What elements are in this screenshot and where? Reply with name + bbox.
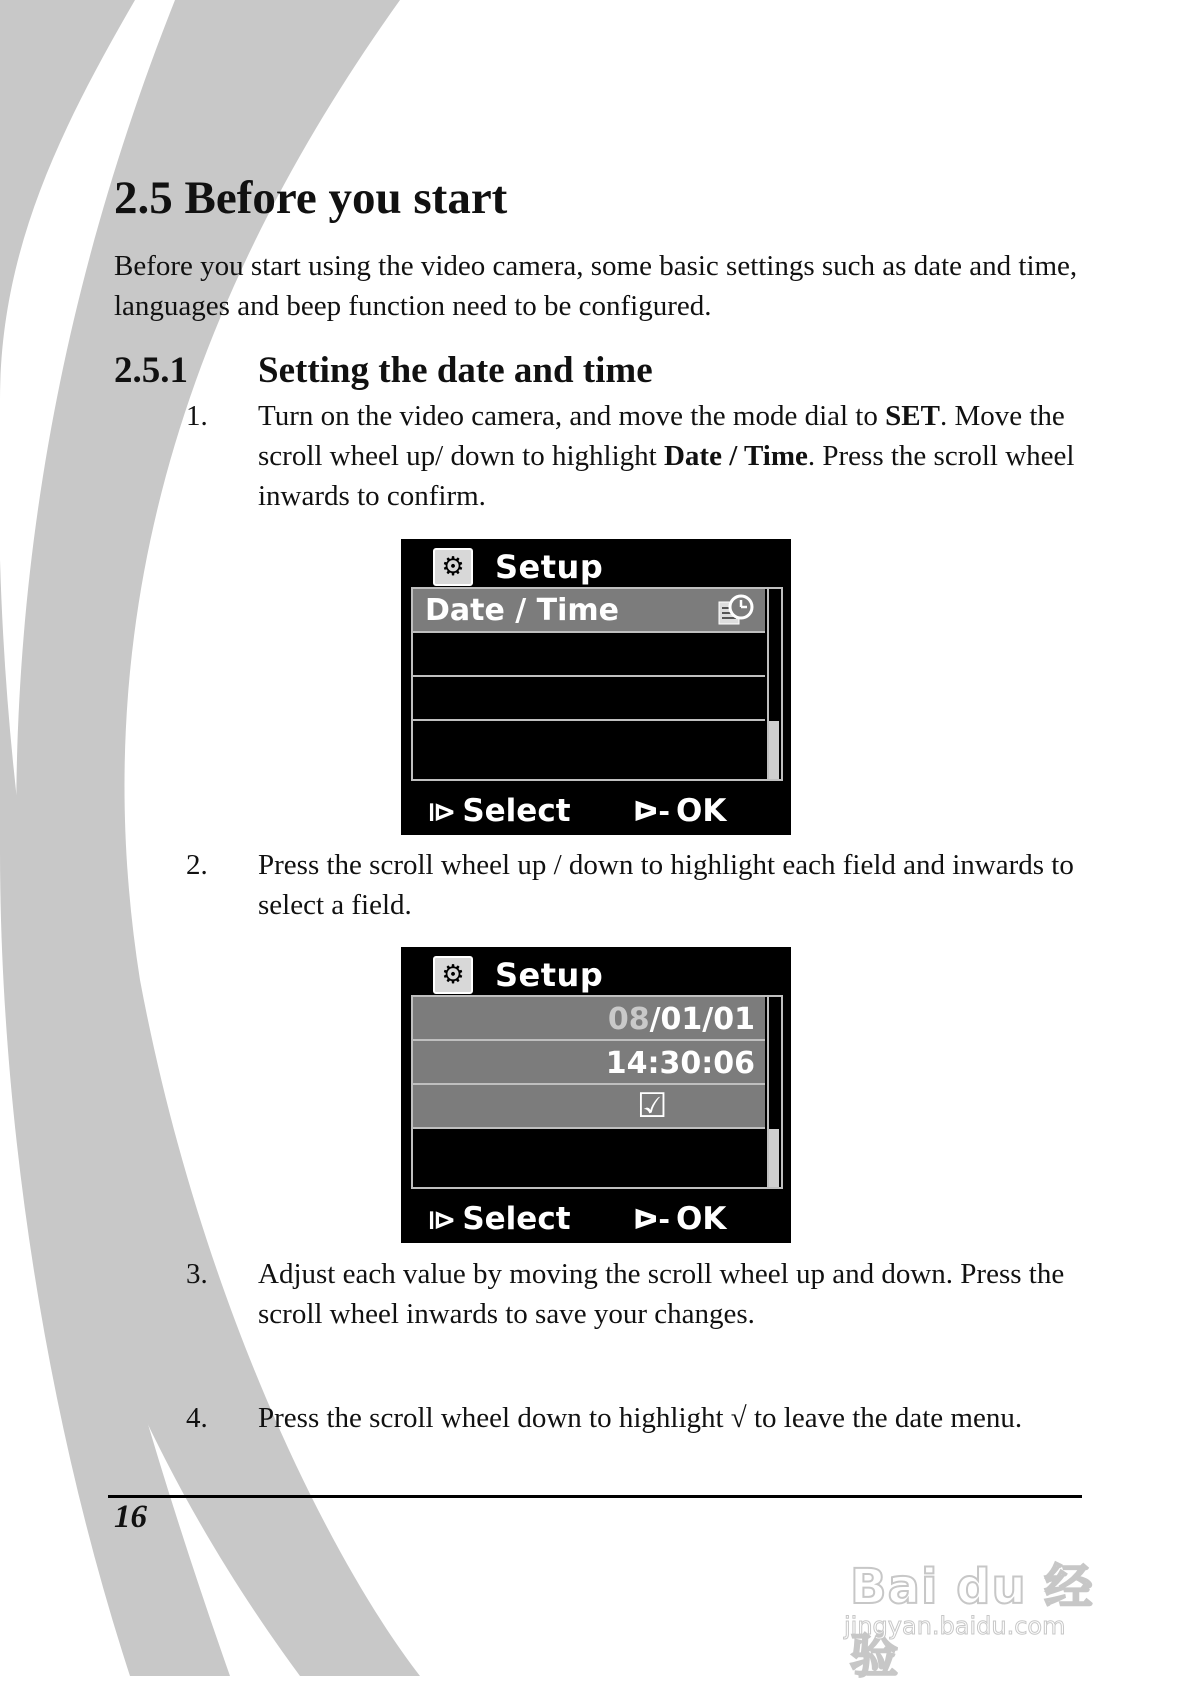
screen-footer <box>427 793 787 829</box>
checkmark-icon: ☑ <box>637 1086 668 1126</box>
scrollbar-thumb <box>769 721 779 779</box>
screen-header <box>433 955 603 995</box>
menu-list <box>411 587 783 781</box>
subsection-title: Setting the date and time <box>258 350 653 391</box>
date-field <box>413 997 765 1041</box>
step-2-number: 2. <box>186 849 208 881</box>
section-intro: Before you start using the video camera, some basic settings such as date and time, languages and beep function need to be configured. <box>114 250 1078 322</box>
press-in-icon: ᐅ- <box>633 1202 670 1236</box>
watermark-url: jingyan.baidu.com <box>844 1612 1066 1640</box>
menu-item-empty <box>413 677 765 721</box>
page-number: 16 <box>114 1499 147 1535</box>
menu-scrollbar <box>767 589 781 779</box>
step-3-text: Adjust each value by moving the scroll wheel up and down. Press the scroll wheel inwards to save your changes. <box>258 1258 1065 1330</box>
step-1-menu-label: Date / Time <box>663 440 808 472</box>
camera-screen-setup-menu <box>401 539 791 835</box>
gear-icon: ⚙ <box>433 956 473 994</box>
scrollbar-thumb <box>769 1129 779 1187</box>
calendar-clock-icon <box>717 594 755 628</box>
subsection-number: 2.5.1 <box>114 350 188 391</box>
time-field <box>413 1041 765 1085</box>
menu-item-empty <box>413 721 765 779</box>
step-1-text: Turn on the video camera, and move the mode dial to SET. Move the scroll wheel up/ down to highlight Date / Time. Press the scroll wheel inwards to confirm. <box>258 400 1075 512</box>
footer-ok-label: OK <box>675 1201 727 1237</box>
step-2-text: Press the scroll wheel up / down to highlight each field and inwards to select a field. <box>258 849 1074 921</box>
footer-select-label: Select <box>462 1201 571 1237</box>
empty-field <box>413 1129 765 1187</box>
step-1-number: 1. <box>186 400 208 432</box>
menu-scrollbar <box>767 997 781 1187</box>
scroll-wheel-icon: ⧐ <box>427 1202 457 1236</box>
watermark-brand: Bai du 经验 <box>850 1559 1094 1684</box>
gear-icon: ⚙ <box>433 548 473 586</box>
step-4-number: 4. <box>186 1402 208 1434</box>
footer-select-label: Select <box>462 793 571 829</box>
baidu-watermark <box>840 1528 1120 1684</box>
step-4-text: Press the scroll wheel down to highlight √ to leave the date menu. <box>258 1402 1023 1434</box>
footer-rule <box>108 1495 1082 1498</box>
step-1-mode-label: SET <box>885 400 940 432</box>
date-time-fields <box>411 995 783 1189</box>
press-in-icon: ᐅ- <box>633 794 670 828</box>
scroll-wheel-icon: ⧐ <box>427 794 457 828</box>
screen-title: Setup <box>495 548 604 586</box>
section-heading: 2.5 Before you start <box>114 172 508 224</box>
menu-item-empty <box>413 633 765 677</box>
screen-title: Setup <box>495 956 604 994</box>
date-year-value: 08 <box>607 1001 650 1037</box>
date-value: /01/01 <box>649 1001 755 1037</box>
screen-header <box>433 547 603 587</box>
camera-screen-date-time-edit <box>401 947 791 1243</box>
step-3-number: 3. <box>186 1258 208 1290</box>
footer-ok-label: OK <box>675 793 727 829</box>
time-value: 14:30:06 <box>605 1045 755 1081</box>
menu-item-date-time: Date / Time <box>413 589 765 633</box>
confirm-field <box>413 1085 765 1129</box>
screen-footer <box>427 1201 787 1237</box>
